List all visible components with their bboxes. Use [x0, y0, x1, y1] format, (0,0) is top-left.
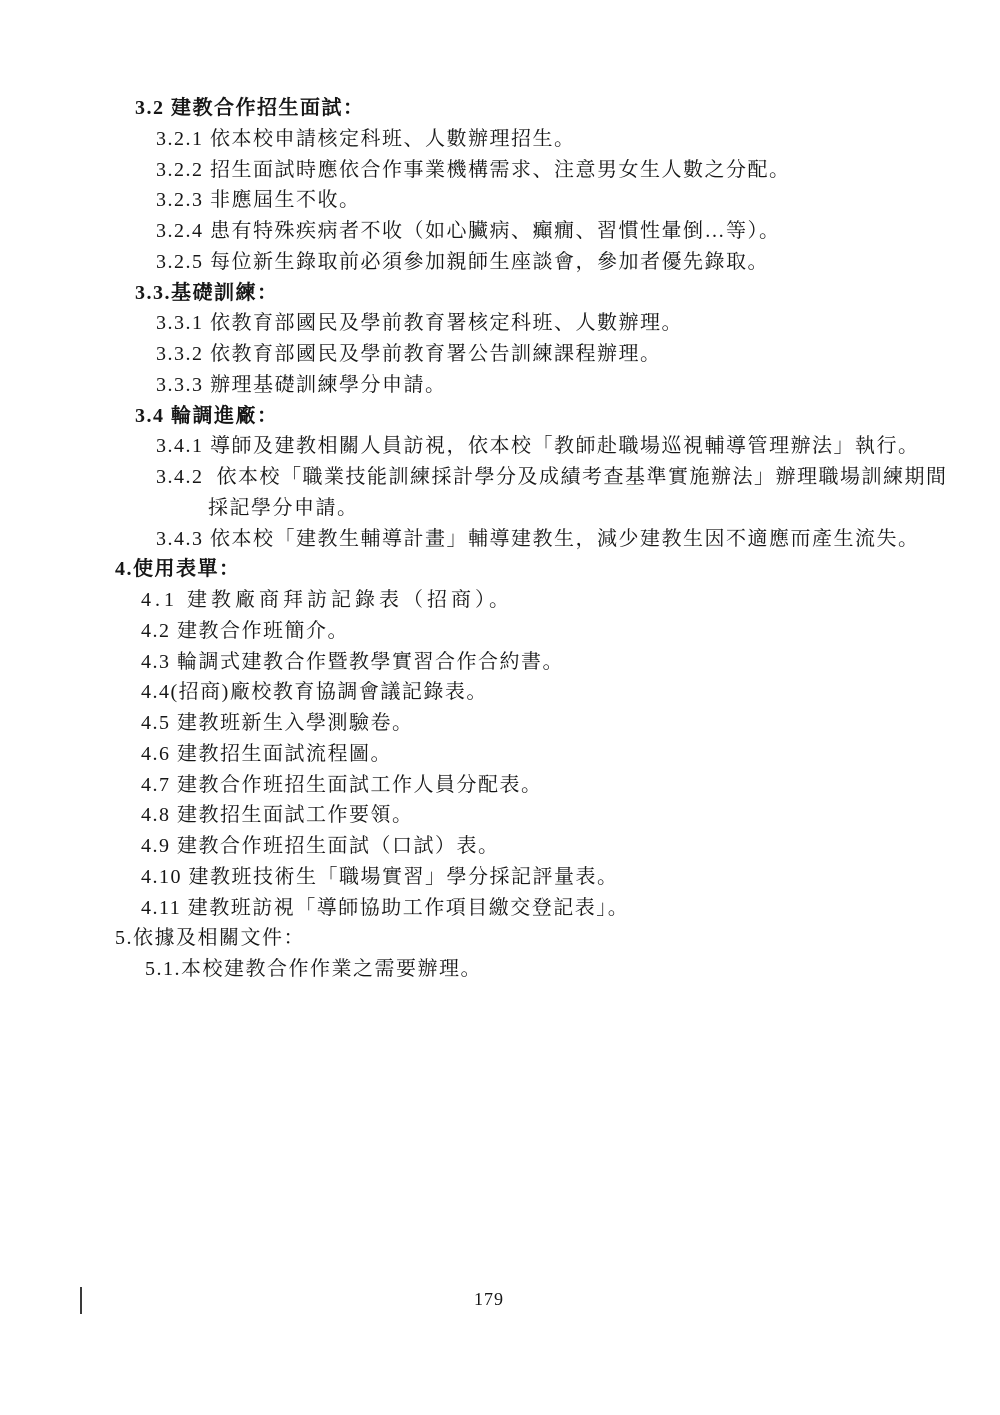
item-4-7: 4.7 建教合作班招生面試工作人員分配表。 [141, 773, 543, 796]
item-4-9: 4.9 建教合作班招生面試（口試）表。 [141, 835, 500, 857]
item-3-3-3: 3.3.3 辦理基礎訓練學分申請。 [156, 373, 447, 396]
item-4-10: 4.10 建教班技術生「職場實習」學分採記評量表。 [141, 865, 619, 888]
item-3-4-1: 3.4.1 導師及建教相關人員訪視，依本校「教師赴職場巡視輔導管理辦法」執行。 [156, 435, 920, 458]
item-3-4-3: 3.4.3 依本校「建教生輔導計畫」輔導建教生，減少建教生因不適應而產生流失。 [156, 527, 920, 550]
item-4-8: 4.8 建教招生面試工作要領。 [141, 804, 414, 827]
item-3-2-2: 3.2.2 招生面試時應依合作事業機構需求、注意男女生人數之分配。 [156, 158, 791, 181]
heading-3-4: 3.4 輪調進廠： [135, 404, 279, 427]
item-4-3: 4.3 輪調式建教合作暨教學實習合作合約書。 [141, 650, 564, 673]
item-4-4: 4.4(招商)廠校教育協調會議記錄表。 [141, 681, 488, 704]
heading-5: 5.依據及相關文件： [115, 927, 305, 950]
item-4-11: 4.11 建教班訪視「導師協助工作項目繳交登記表」。 [141, 896, 630, 919]
item-3-3-1: 3.3.1 依教育部國民及學前教育署核定科班、人數辦理。 [156, 312, 683, 335]
heading-3-3: 3.3.基礎訓練： [135, 281, 279, 304]
heading-3-2: 3.2 建教合作招生面試： [135, 97, 365, 119]
item-4-1: 4.1 建教廠商拜訪記錄表（招商）。 [141, 589, 513, 611]
item-3-2-3: 3.2.3 非應屆生不收。 [156, 189, 361, 212]
item-3-2-4: 3.2.4 患有特殊疾病者不收（如心臟病、癲癇、習慣性暈倒…等）。 [156, 220, 781, 242]
item-3-2-5: 3.2.5 每位新生錄取前必須參加親師生座談會，參加者優先錄取。 [156, 250, 769, 273]
item-3-4-2: 3.4.2 依本校「職業技能訓練採計學分及成績考查基準實施辦法」辦理職場訓練期間 [156, 466, 948, 488]
item-4-2: 4.2 建教合作班簡介。 [141, 619, 349, 642]
item-4-6: 4.6 建教招生面試流程圖。 [141, 742, 392, 765]
item-3-2-1: 3.2.1 依本校申請核定科班、人數辦理招生。 [156, 127, 576, 150]
item-4-5: 4.5 建教班新生入學測驗卷。 [141, 712, 414, 734]
item-3-3-2: 3.3.2 依教育部國民及學前教育署公告訓練課程辦理。 [156, 343, 662, 365]
document-body [0, 93, 1000, 985]
heading-4: 4.使用表單： [115, 558, 241, 581]
item-5-1: 5.1.本校建教合作作業之需要辦理。 [145, 958, 482, 980]
item-3-4-2-cont: 採記學分申請。 [208, 496, 359, 519]
page-number: 179 [474, 1289, 504, 1309]
